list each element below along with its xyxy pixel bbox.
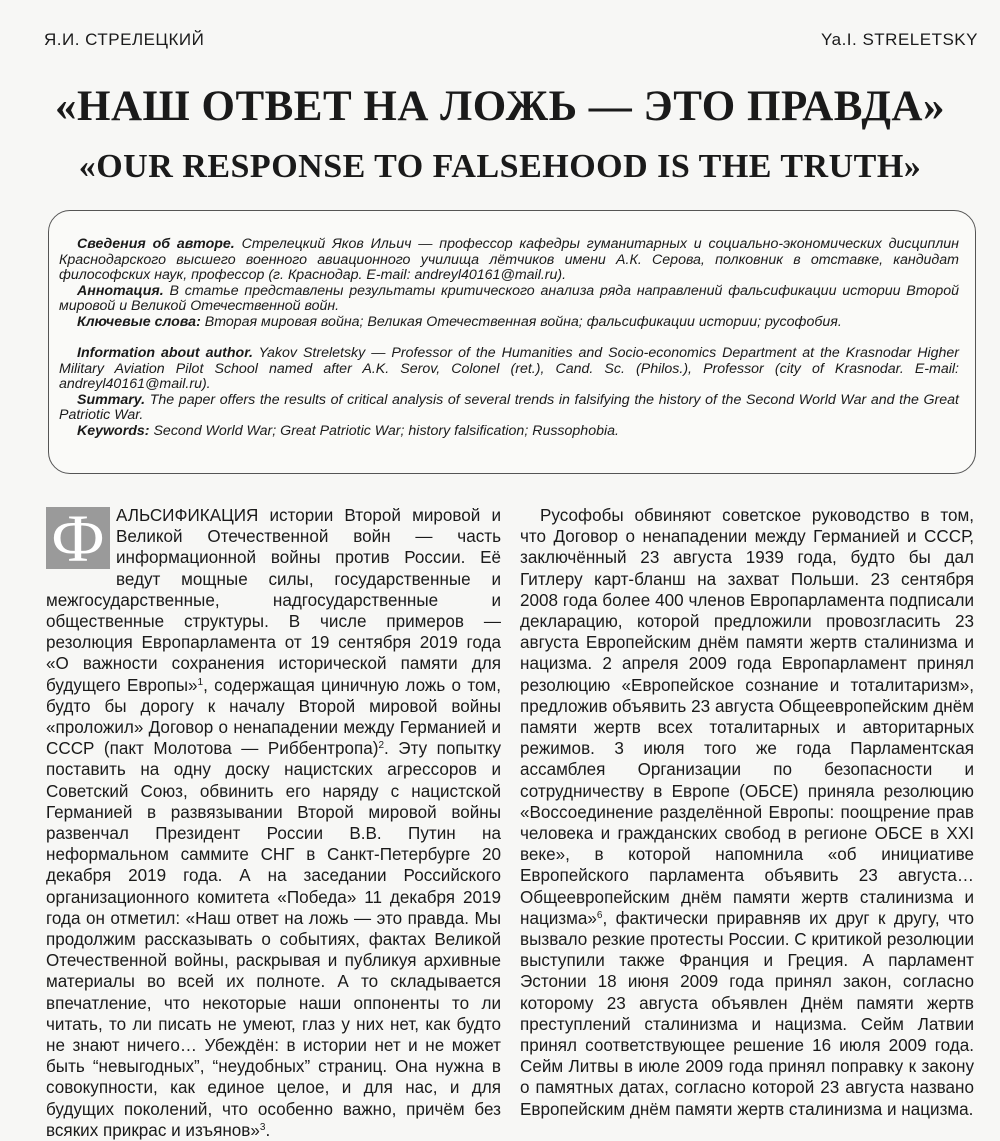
- summary-ru-text: В статье представлены результаты критического анализа ряда направлений фальсификации истории Второй мировой и Великой Отечественной войн.: [59, 282, 959, 314]
- body-column-left: [46, 500, 501, 1141]
- summary-ru: [59, 284, 959, 315]
- body-text: , содержащая циничную ложь о том, будто бы дорогу к началу Второй мировой войны «проложил» Договор о ненападении между Германией и СССР (пакт Молотова — Риббентропа): [46, 675, 501, 759]
- article-title-ru: «НАШ ОТВЕТ НА ЛОЖЬ — ЭТО ПРАВДА»: [55, 83, 945, 130]
- author-info-en: [59, 346, 959, 393]
- author-info-en-label: Information about author.: [77, 345, 253, 361]
- footnote-ref: 2: [378, 740, 385, 752]
- keywords-en: [59, 424, 959, 440]
- footnote-ref: 1: [197, 676, 204, 688]
- running-head-author-ru: Я.И. СТРЕЛЕЦКИЙ: [44, 30, 205, 49]
- running-head: [44, 30, 978, 54]
- body-text: .: [265, 1120, 271, 1140]
- body-column-right: [520, 505, 974, 1120]
- drop-cap: Ф: [46, 507, 110, 569]
- keywords-en-text: Second World War; Great Patriotic War; history falsification; Russophobia.: [149, 422, 619, 439]
- author-info-en-text: Yakov Streletsky — Professor of the Humanities and Socio-economics Department at the Krasnodar Higher Military Aviation Pilot School named after A.K. Serov, Colonel (ret.), Cand. Sc. (Philos.), Professor (city of Krasnodar. E-mail: andreyl40161@mail.ru).: [59, 345, 959, 392]
- summary-en-label: Summary.: [77, 391, 146, 408]
- author-info-ru-label: Сведения об авторе.: [77, 236, 235, 252]
- keywords-ru-label: Ключевые слова:: [77, 313, 201, 330]
- author-info-ru-text: Стрелецкий Яков Ильич — профессор кафедры гуманитарных и социально-экономических дисциплин Краснодарского высшего военного авиационного училища лётчиков имени А.К. Серова, полковник в отставке, кандидат философских наук, профессор (г. Краснодар. E-mail: andreyl40161@mail.ru).: [59, 236, 959, 283]
- keywords-ru-text: Вторая мировая война; Великая Отечественная война; фальсификации истории; русофобия.: [200, 313, 842, 330]
- footnote-ref: 3: [259, 1121, 266, 1133]
- body-text: АЛЬСИФИКАЦИЯ истории Второй мировой и Великой Отечественной войн — часть информационной войны против России. Её ведут мощные силы, государственные и межгосударственные, надгосударственные и общественные структуры. В числе примеров — резолюция Европарламента от 19 сентября 2019 года «О важности сохранения исторической памяти для будущего Европы»: [46, 506, 501, 695]
- summary-en-text: The paper offers the results of critical analysis of several trends in falsifying the history of the Second World War and the Great Patriotic War.: [59, 391, 959, 423]
- footnote-ref: 6: [596, 909, 603, 921]
- running-head-author-en: Ya.I. STRELETSKY: [821, 30, 978, 49]
- article-title-en: «OUR RESPONSE TO FALSEHOOD IS THE TRUTH»: [78, 148, 922, 185]
- keywords-en-label: Keywords:: [77, 422, 150, 439]
- body-text: Русофобы обвиняют советское руководство в том, что Договор о ненападении между Германией и СССР, заключённый 23 августа 1939 года, будто бы дал Гитлеру карт-бланш на захват Польши. 23 сентября 2008 года более 400 членов Европарламента подписали декларацию, которой предложили провозгласить 23 августа Европейским днём памяти жертв сталинизма и нацизма. 2 апреля 2009 года Европарламент принял резолюцию «Европейское сознание и тоталитаризм», предложив объявить 23 августа Общеевропейским днём памяти жертв всех тоталитарных и авторитарных режимов. 3 июля того же года Парламентская ассамблея Организации по безопасности и сотрудничеству в Европе (ОБСЕ) приняла резолюцию «Воссоединение разделённой Европы: поощрение прав человека и гражданских свобод в регионе ОБСЕ в XXI веке», в которой напомнила «об инициативе Европейского парламента объявить 23 августа… Общеевропейским днём памяти жертв сталинизма и нацизма»: [520, 506, 974, 928]
- body-text: , фактически приравняв их друг к другу, что вызвало резкие протесты России. С критикой резолюции выступили также Франция и Греция. А парламент Эстонии 18 июня 2009 года принял закон, согласно которому 23 августа объявлен Днём памяти жертв преступлений сталинизма и нацизма. Сейм Латвии принял соответствующее решение 16 июля 2009 года. Сейм Литвы в июле 2009 года принял поправку к закону о памятных датах, согласно которой 23 августа названо Европейским днём памяти жертв сталинизма и нацизма.: [520, 908, 974, 1119]
- keywords-ru: [59, 315, 959, 331]
- summary-ru-label: Аннотация.: [77, 282, 164, 299]
- summary-en: [59, 393, 959, 424]
- body-text: . Эту попытку поставить на одну доску нацистских агрессоров и Советский Союз, обвинить его наряду с нацистской Германией в развязывании Второй мировой войны развенчал Президент России В.В. Путин на неформальном саммите СНГ в Санкт-Петербурге 20 декабря 2019 года. А на заседании Российского организационного комитета «Победа» 11 декабря 2019 года он отметил: «Наш ответ на ложь — это правда. Мы продолжим рассказывать о событиях, фактах Великой Отечественной войны, раскрывая и публикуя архивные материалы во всей их полноте. А то складывается впечатление, что некоторые наши оппоненты то ли читать, то ли писать не умеют, глаз у них нет, как будто не знают ничего… Убеждён: в истории нет и не может быть “невыгодных”, “неудобных” страниц. Она нужна в совокупности, как единое целое, и для нас, и для будущих поколений, что особенно важно, причём без всяких прикрас и изъянов»: [46, 739, 501, 1140]
- author-info-ru: [59, 237, 959, 284]
- abstract-box: [48, 210, 976, 474]
- abstract-content: [59, 237, 959, 439]
